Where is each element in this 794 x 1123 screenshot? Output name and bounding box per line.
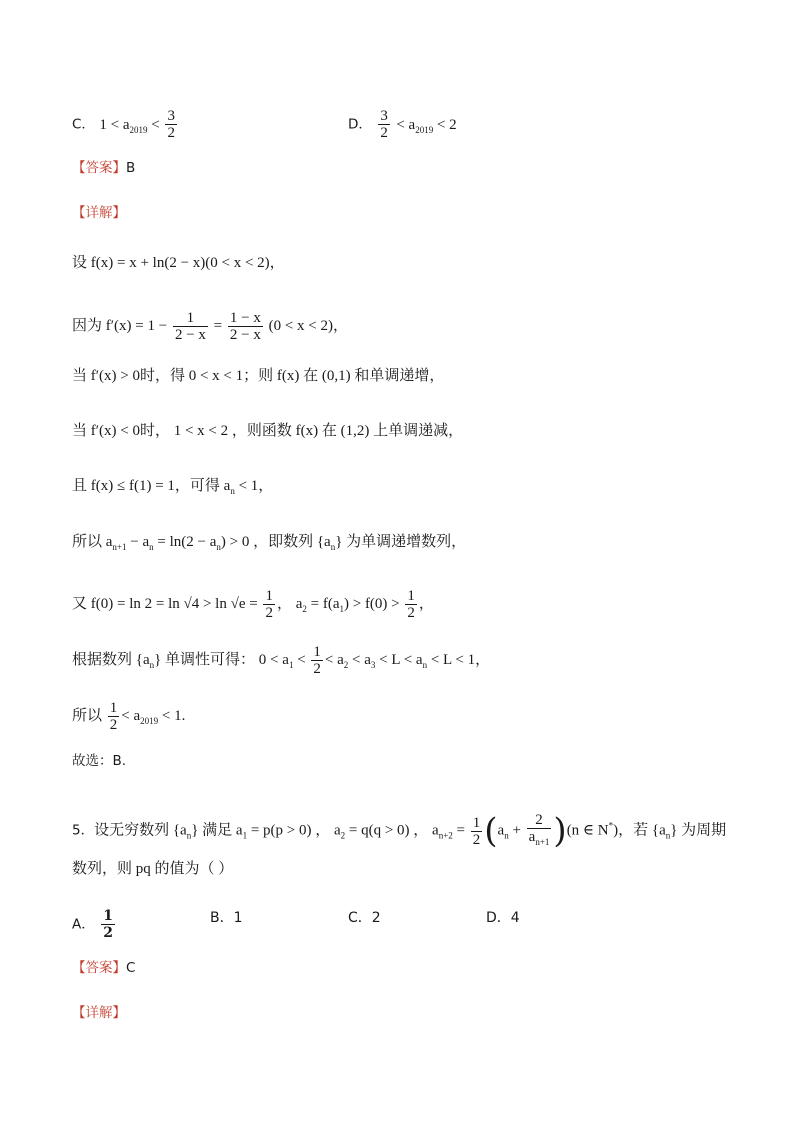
line9-f-num: 1 — [109, 700, 118, 716]
q5-f2-den — [527, 829, 552, 850]
q5-f2-den-sub: n+1 — [535, 837, 550, 847]
line7-mid2: = f(a — [306, 595, 340, 612]
line9-post: < 1. — [158, 707, 186, 724]
option-c-mid: < — [147, 116, 164, 133]
line6-sub2: n — [149, 542, 154, 552]
option-d-den: 2 — [380, 125, 388, 141]
solution-line-8 — [72, 644, 490, 677]
q5-f1-num: 1 — [472, 814, 481, 831]
solution-line-9 — [72, 700, 185, 733]
q5-text-f: a — [497, 822, 505, 839]
line6-mid2: = ln(2 − a — [153, 534, 217, 550]
line7-pre: 又 f(0) = ln 2 = ln √4 > ln √e = — [72, 595, 258, 612]
answer-prev-value: B — [126, 160, 136, 176]
q5-option-a-den: 2 — [103, 925, 113, 941]
line9-mid: < a — [121, 707, 141, 724]
line8-f-num: 1 — [313, 644, 321, 660]
solution-line-2 — [72, 310, 348, 343]
line8-f-den: 2 — [313, 661, 321, 677]
q5-text-j: } 为周期 — [670, 822, 727, 839]
solution-line-6 — [72, 532, 466, 557]
q5-fraction-2 — [527, 812, 552, 850]
line9-fraction — [108, 700, 120, 733]
q5-option-c: C．2 — [348, 910, 381, 926]
option-c-fraction — [165, 108, 177, 141]
option-c-den: 2 — [167, 125, 175, 141]
line8-mid4: < a — [348, 651, 371, 668]
line7-fraction-1 — [263, 588, 275, 621]
line7-mid: ， a — [276, 595, 303, 612]
line6-sub3: n — [216, 542, 221, 552]
line2-eq: = — [213, 317, 223, 334]
line8-post: < L < 1， — [427, 651, 491, 668]
line8-mid2: < — [293, 651, 306, 668]
line5-post: < 1， — [234, 478, 274, 494]
q5-text-g: + — [508, 822, 521, 839]
line2-f1-num: 1 — [173, 310, 208, 327]
line7-sub1: 2 — [302, 603, 307, 614]
question-5-line-2: 数列，则 pq 的值为（ ） — [72, 861, 234, 877]
solution-line-7 — [72, 588, 434, 621]
q5-text-i: )，若 {a — [613, 822, 666, 839]
solution-line-10: 故选：B. — [72, 753, 127, 769]
q5-option-d: D．4 — [486, 910, 520, 926]
solution-line-1: 设 f(x) = x + ln(2 − x)(0 < x < 2)， — [72, 255, 285, 271]
line6-pre: 所以 a — [72, 534, 113, 550]
line8-sub1: n — [149, 659, 155, 670]
option-c-label: C． — [72, 116, 95, 133]
detail-tag-5 — [72, 1003, 126, 1023]
line9-f-den: 2 — [109, 717, 118, 733]
option-d-mid: < a — [396, 116, 416, 133]
q5-sub-i: n — [665, 830, 671, 841]
question-5-line-1 — [72, 812, 726, 850]
q5-f2-num: 2 — [527, 812, 552, 829]
line7-sub2: 1 — [339, 603, 344, 614]
line2-post: (0 < x < 2)， — [268, 317, 349, 334]
line7-f1-den: 2 — [265, 605, 273, 621]
line2-f1-den: 2 − x — [174, 327, 206, 343]
q5-sub-b: 1 — [242, 830, 248, 841]
q5-text-e: = — [452, 822, 466, 839]
q5-sub-a: n — [186, 830, 192, 841]
line2-f2-den: 2 − x — [229, 327, 261, 343]
q5-paren-close: ) — [553, 811, 567, 851]
line7-f2-num: 1 — [407, 588, 415, 604]
detail-tag-label: 【详解】 — [72, 205, 126, 221]
line7-post: ， — [418, 595, 434, 612]
q5-text-c: = p(p > 0) ， a — [247, 822, 341, 839]
line8-mid: } 单调性可得： 0 < a — [154, 651, 289, 668]
line6-post: ) > 0 ，即数列 {a — [220, 534, 331, 550]
line7-f2-den: 2 — [407, 605, 415, 621]
q5-fraction-1 — [471, 815, 483, 848]
solution-line-5 — [72, 476, 273, 501]
line8-mid3: < a — [324, 651, 344, 668]
option-d-sub: 2019 — [415, 124, 434, 135]
q5-option-b: B．1 — [210, 910, 243, 926]
line7-fraction-2 — [405, 588, 417, 621]
line5-pre: 且 f(x) ≤ f(1) = 1，可得 a — [72, 478, 231, 494]
solution-line-4: 当 f′(x) < 0时， 1 < x < 2 ，则函数 f(x) 在 (1,2) 上单调递减， — [72, 423, 464, 439]
q5-text-d: = q(q > 0) ， a — [345, 822, 439, 839]
question-5-number: 5． — [72, 822, 95, 839]
q5-option-a-num: 1 — [103, 908, 113, 924]
q5-text-b: } 满足 a — [191, 822, 243, 839]
line7-mid3: ) > f(0) > — [343, 595, 400, 612]
answer-5-tag: 【答案】 — [72, 960, 126, 976]
line9-sub: 2019 — [140, 715, 159, 726]
line6-sub1: n+1 — [112, 542, 127, 552]
option-c — [72, 108, 179, 141]
option-d-math — [396, 117, 456, 133]
q5-sub-d: n+2 — [438, 830, 453, 841]
line8-fraction — [311, 644, 323, 677]
line6-end: } 为单调递增数列， — [335, 534, 467, 550]
option-c-pre: 1 < a — [99, 116, 130, 133]
q5-f1-den: 2 — [472, 831, 481, 848]
q5-option-a — [72, 908, 117, 941]
solution-line-3: 当 f′(x) > 0时，得 0 < x < 1；则 f(x) 在 (0,1) 和单调递增， — [72, 368, 445, 384]
option-d-post: < 2 — [433, 116, 457, 133]
answer-5-value: C — [126, 960, 136, 976]
line2-pre: 因为 f′(x) = 1 − — [72, 317, 168, 334]
line5-sub: n — [230, 486, 235, 496]
answer-prev-tag: 【答案】 — [72, 160, 126, 176]
q5-sub-c: 2 — [340, 830, 346, 841]
line9-pre: 所以 — [72, 707, 103, 724]
q5-paren-open: ( — [484, 811, 498, 851]
line2-f2-num: 1 − x — [229, 310, 261, 326]
option-c-num: 3 — [167, 108, 175, 124]
answer-5 — [72, 958, 135, 978]
detail-5-label: 【详解】 — [72, 1005, 126, 1021]
option-d-label: D． — [348, 116, 372, 133]
line2-fraction-1 — [173, 310, 208, 343]
detail-tag-prev — [72, 203, 126, 223]
option-c-math — [99, 117, 163, 133]
line8-sub5: n — [422, 659, 428, 670]
q5-text-a: 设无穷数列 {a — [94, 822, 187, 839]
option-d-fraction — [378, 108, 390, 141]
line8-sub2: 1 — [288, 659, 294, 670]
line8-sub3: 2 — [343, 659, 349, 670]
line7-f1-num: 1 — [265, 588, 273, 604]
line8-sub4: 3 — [370, 659, 376, 670]
q5-text-h: (n ∈ N — [566, 822, 609, 839]
q5-sup-h: * — [608, 820, 614, 831]
line6-mid: − a — [126, 534, 150, 550]
q5-sub-f: n — [504, 830, 509, 841]
q5-option-a-label: A． — [72, 916, 95, 933]
option-d-num: 3 — [380, 108, 388, 124]
line8-pre: 根据数列 {a — [72, 651, 150, 668]
line2-fraction-2 — [228, 310, 263, 343]
answer-prev — [72, 158, 135, 178]
option-c-sub: 2019 — [129, 124, 148, 135]
line8-mid5: < L < a — [375, 651, 423, 668]
q5-option-a-fraction — [101, 908, 115, 941]
q5-f2-den-pre: a — [528, 829, 536, 845]
line6-sub4: n — [330, 542, 336, 552]
option-d — [348, 108, 457, 141]
